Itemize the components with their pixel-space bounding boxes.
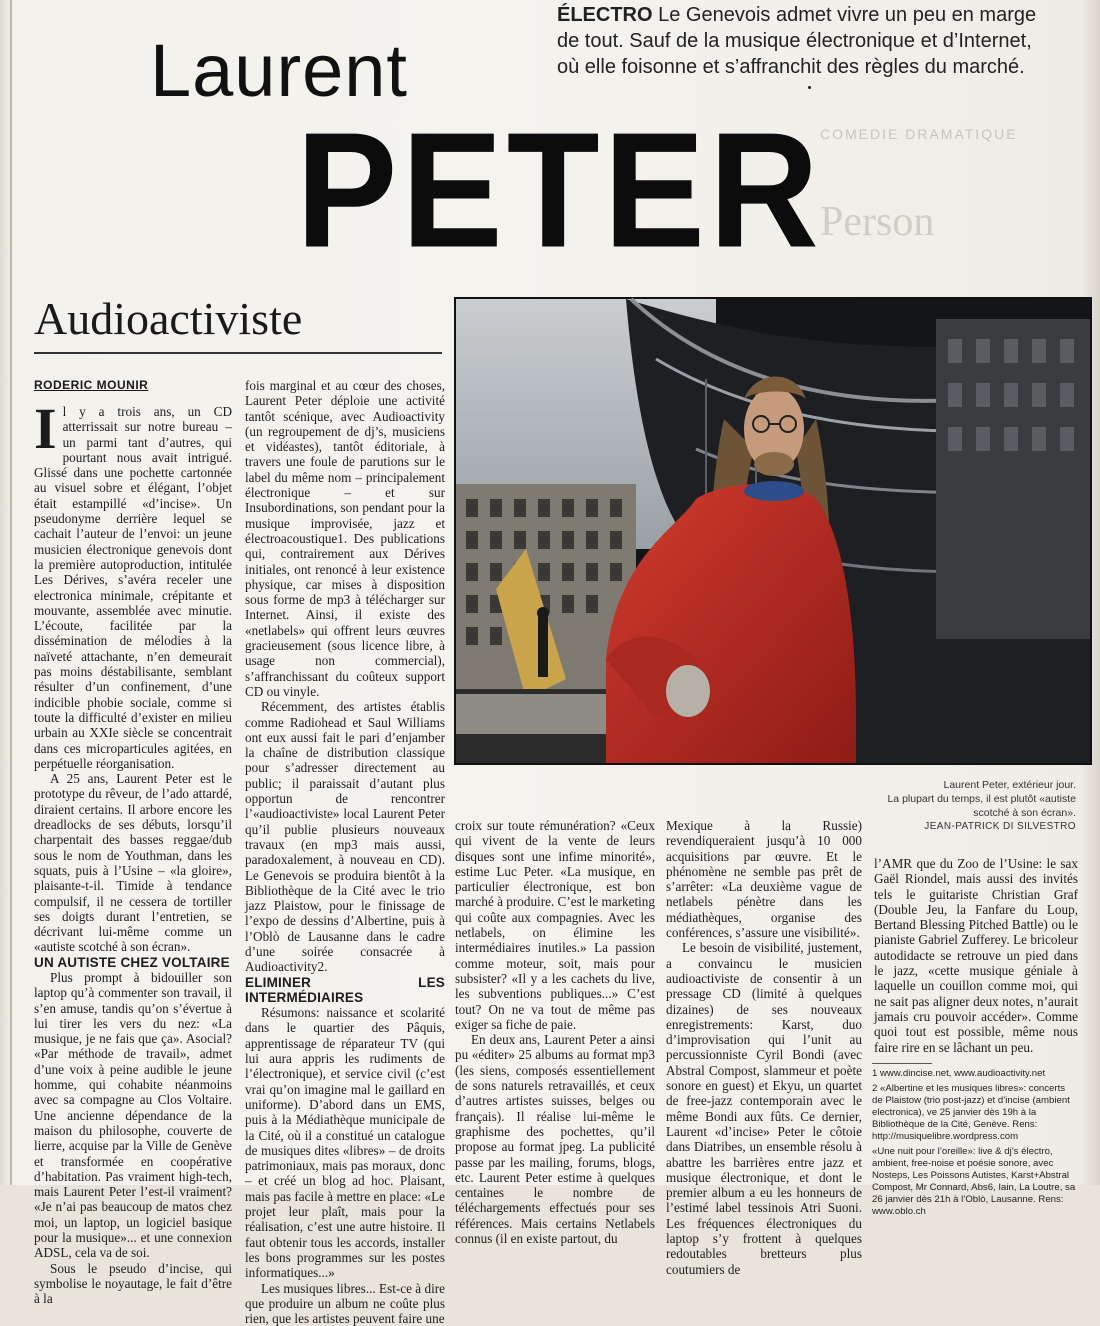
portrait-photo-illustration — [456, 299, 1090, 763]
photo-credit: JEAN-PATRICK DI SILVESTRO — [924, 821, 1076, 832]
kicker-label: ÉLECTRO — [557, 4, 653, 26]
bleed-through-text-large: Person — [820, 199, 935, 245]
article-column-1 — [34, 396, 232, 1307]
headline-first-name: Laurent — [150, 29, 408, 112]
print-speck — [808, 86, 811, 89]
article-column-3 — [455, 818, 655, 1247]
byline: RODERIC MOUNIR — [34, 378, 149, 392]
footnote-3: «Une nuit pour l’oreille»: live & dj’s électro, ambient, free-noise et poésie sonore, avec Nosteps, Les Poissons Autistes, Karst+Abstral Compost, Mr Connard, Abs6, Iain, La Loutre, sa 26 janvier dès 21h à l’Oblò, Lausanne. Rens: www.oblo.ch — [872, 1146, 1076, 1217]
paragraph: fois marginal et au cœur des choses, Laurent Peter déploie une activité tantôt scénique, avec Audioactivity (un regroupement de dj’s, musiciens et vidéastes), tantôt éditoriale, à travers une foule de parutions sur le label du même nom – principalement électronique – et sur Insubordinations, son pendant pour la musique improvisée, jazz et électroacoustique1. Des publications qui, contrairement aux Dérives initiales, ont renoncé à leur existence physique, car mises à disposition sous forme de mp3 à télécharger sur Internet. Ainsi, il existe des «netlabels» qui offrent leurs œuvres gracieusement (sous licence libre, à usage non commercial), s’affranchissant du coûteux support CD ou vinyle. — [245, 378, 445, 699]
bleed-through-text: COMEDIE DRAMATIQUE — [820, 126, 1018, 142]
kicker-text: Le Genevois admet vivre un peu en marge de tout. Sauf de la musique électronique et d’Internet, où elle foisonne et s’affranchit des règles du marché. — [557, 4, 1037, 78]
page-fold-edge — [10, 0, 12, 1185]
paragraph: En deux ans, Laurent Peter a ainsi pu «éditer» 25 albums au format mp3 (les siens, composés essentiellement de sons naturels retravaillés, et ceux d’autres artistes suisses, belges ou français). Il réalise lui-même le graphisme des pochettes, qu’il propose au format jpeg. La publicité passe par les mailing, forums, blogs, etc. Laurent Peter estime à quelques centaines le nombre de téléchargements effectués pour ses références. Mais certains Netlabels connus (il en existe partout, du — [455, 1032, 655, 1247]
kicker — [557, 2, 1057, 80]
article-column-5 — [874, 856, 1078, 1056]
headline-last-name: PETER — [296, 98, 823, 283]
paragraph: l’AMR que du Zoo de l’Usine: le sax Gaël Riondel, mais aussi des invités tels le guitariste Christian Graf (Double Jeu, la Fanfare du Loup, Bertand Blessing Pitched Battle) ou le pianiste Gabriel Zufferey. Le bricoleur autodidacte se retrouve un pied dans le jazz, «cette musique géniale à laquelle un couillon comme moi, qui ne sait pas aligner deux notes, n’aurait jamais cru pouvoir accéder». Comme quoi tout est possible, même nous faire rire en se lâchant un peu. — [874, 856, 1078, 1055]
footnotes — [872, 1063, 1078, 1221]
lead-paragraph: Il y a trois ans, un CD atterrissait sur notre bureau – un parmi tant d’autres, qui pourtant nous avait intrigué. Glissé dans une pochette cartonnée au visuel sobre et élégant, l’objet était estampillé «d’incise». Un pseudonyme derrière lequel se cachait l’auteur de l’envoi: un jeune musicien électronique genevois dont la première autoproduction, intitulée Les Dérives, s’avéra receler une electronica minimale, crépitante et mouvante, assemblée avec minutie. L’écoute, facilitée par la dissémination de mélodies à la naïveté attachante, n’en demeurait pas moins déstabilisante, semblant résulter d’un confinement, d’une indicible phobie sociale, comme si toute la difficulté d’exister en milieu urbain au XXIe siècle se concentrait dans ces microparticules agitées, en perpétuelle réorganisation. — [34, 396, 232, 771]
drop-cap: I — [34, 396, 57, 461]
subheading: ELIMINER LES INTERMÉDIAIRES — [245, 974, 445, 1005]
caption-line-2: La plupart du temps, il est plutôt «autiste scotché à son écran». — [887, 793, 1076, 819]
paragraph: A 25 ans, Laurent Peter est le prototype du rêveur, de l’ado attardé, diraient certains. Il arbore encore les dreadlocks de ses débuts, lorsqu’il charpentait des basses reggae/dub sous le nom de Youthman, dans les squats, puis à l’Usine – «la gloire», plaisante-t-il. Timide à tendance compulsif, il ne cessera de tortiller ses doigts durant l’entretien, se décrivant lui-même comme un «autiste scotché à son écran». — [34, 771, 232, 955]
photo-caption — [880, 778, 1076, 834]
section-title: Audioactiviste — [34, 293, 303, 344]
caption-line-1: Laurent Peter, extérieur jour. — [943, 779, 1076, 791]
paragraph: Les musiques libres... Est-ce à dire que produire un album ne coûte plus rien, que les artistes peuvent faire une — [245, 1280, 445, 1326]
paragraph: Sous le pseudo d’incise, qui symbolise le noyautage, le fait d’être à la — [34, 1260, 232, 1307]
paragraph: Mexique à la Russie) revendiqueraient jusqu’à 10 000 acquisitions par œuvre. Et le phénomène ne semble pas prêt de s’arrêter: «La deuxième vague de netlabels pénètre dans les médiathèques, organise des conférences, s’assure une visibilité». — [666, 818, 862, 941]
footnotes-rule — [872, 1063, 932, 1064]
article-column-4 — [666, 818, 862, 1277]
footnote-1: 1 www.dincise.net, www.audioactivity.net — [872, 1068, 1046, 1079]
article-column-2 — [245, 378, 445, 1326]
footnote-2: 2 «Albertine et les musiques libres»: concerts de Plaistow (trio post-jazz) et d’incise (ambient electronica), ve 25 janvier dès 19h à la Bibliothèque de la Cité, Genève. Rens: http://musiquelibre.wordpress.com — [872, 1083, 1070, 1142]
subheading: UN AUTISTE CHEZ VOLTAIRE — [34, 954, 230, 970]
paragraph: Résumons: naissance et scolarité dans le quartier des Pâquis, apprentissage de réparateur TV (qui lui aura appris les rudiments de l’électronique), et service civil (c’est vrai qu’on imagine mal le gaillard en uniforme). D’abord dans un EMS, puis à la Médiathèque municipale de la Cité, où il a constitué un catalogue de musiques dites «libres» – de droits patrimoniaux, mais pas moraux, donc – et créé un blog ad hoc. Plaisant, mais pas facile à mettre en place: «Le projet leur plaît, mais pour la réalisation, c’est une autre histoire. Il faut obtenir tous les accords, installer les bons programmes sur les postes informatiques...» — [245, 1005, 445, 1281]
paragraph: Le besoin de visibilité, justement, a convaincu le musicien audioactiviste de consentir à un pressage CD (limité à quelques dizaines) de ses nouveaux enregistrements: Karst, duo d’improvisation qui l’unit au percussionniste Cyril Bondi (avec Abstral Compost, slammeur et poète sonore en guest) et Ekyu, un quartet de free-jazz contemporain avec le même Bondi aux fûts. Ce dernier, Laurent «d’incise» Peter le côtoie dans Diatribes, un ensemble résolu à abattre les barrières entre jazz et musique électronique, et dont le premier album a eu les honneurs de l’estimé label tessinois Atri Suoni. Les fréquences électroniques du laptop s’y frottent à quelques redoutables bretteurs plus coutumiers de — [666, 940, 862, 1277]
paragraph: Récemment, des artistes établis comme Radiohead et Saul Williams ont eux aussi fait le pari d’enjamber la chaîne de distribution classique pour s’adresser directement au public; il paraissait d’autant plus opportun de rencontrer l’«audioactiviste» local Laurent Peter qu’il publie plusieurs nouveaux travaux (en mp3 mais aussi, paradoxalement, à nouveau en CD). Le Genevois se produira bientôt à la Bibliothèque de la Cité avec le trio jazz Plaistow, pour le finissage de l’expo de dessins d’Albertine, puis à l’Oblò de Lausanne dans le cadre d’une soirée consacrée à Audioactivity2. — [245, 699, 445, 975]
portrait-photo — [454, 297, 1092, 765]
paragraph: Plus prompt à bidouiller son laptop qu’à commenter son travail, il s’en amuse, tandis qu’on s’évertue à lui tirer les vers du nez: «La musique, je ne fais que ça». Asocial? «Par méthode de travail», admet d’une voix à peine audible le jeune homme, qui cohabite néanmoins avec sa compagne au Clos Voltaire. Une ancienne dépendance de la maison du philosophe, couverte de lierre, acquise par la Ville de Genève et transformée en coopérative d’habitation. Pas vraiment high-tech, mais Laurent Peter l’est-il vraiment? «Je n’ai pas beaucoup de matos chez moi, un laptop, un logiciel basique pour la musique»... et une connexion ADSL, cela va de soi. — [34, 969, 232, 1261]
paragraph: croix sur toute rémunération? «Ceux qui vivent de la vente de leurs disques sont une infime minorité», estime Luc Peter. «La musique, en particulier électronique, est bon marché à produire. C’est le marketing qui coûte aux compagnies. Avec les netlabels, on élimine les intermédiaires inutiles.» La passion comme moteur, soit, mais pour subsister? «Il y a les cachets du live, les subventions publiques...» C’est tout? On ne va tout de même pas exiger sa fiche de paie. — [455, 818, 655, 1032]
title-rule — [34, 352, 442, 354]
